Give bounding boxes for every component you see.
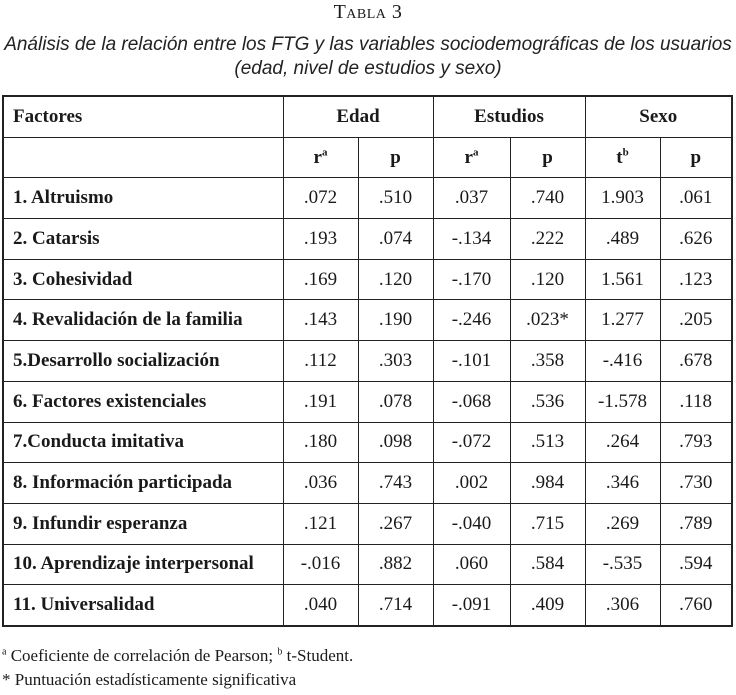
value-cell: .743 <box>358 463 433 504</box>
factor-cell: 7.Conducta imitativa <box>3 422 283 463</box>
value-cell: .193 <box>283 219 358 260</box>
table-row <box>3 341 732 382</box>
table-row <box>3 259 732 300</box>
value-cell: .793 <box>660 422 732 463</box>
table-row <box>3 422 732 463</box>
value-cell: .123 <box>660 259 732 300</box>
factor-cell: 6. Factores existenciales <box>3 381 283 422</box>
value-cell: .715 <box>510 503 585 544</box>
header-edad-r: $r^a$ <box>283 137 358 178</box>
factor-cell: 4. Revalidación de la familia <box>3 300 283 341</box>
value-cell: .264 <box>585 422 660 463</box>
value-cell: .036 <box>283 463 358 504</box>
value-cell: .205 <box>660 300 732 341</box>
value-cell: .074 <box>358 219 433 260</box>
value-cell: -.040 <box>433 503 510 544</box>
value-cell: .267 <box>358 503 433 544</box>
value-cell: .002 <box>433 463 510 504</box>
table-row <box>3 178 732 219</box>
table-row <box>3 463 732 504</box>
value-cell: .409 <box>510 585 585 626</box>
factor-cell: 8. Información participada <box>3 463 283 504</box>
value-cell: -1.578 <box>585 381 660 422</box>
value-cell: .169 <box>283 259 358 300</box>
header-edad-p: p <box>358 137 433 178</box>
value-cell: .594 <box>660 544 732 585</box>
value-cell: -.170 <box>433 259 510 300</box>
value-cell: .121 <box>283 503 358 544</box>
value-cell: .984 <box>510 463 585 504</box>
value-cell: .882 <box>358 544 433 585</box>
value-cell: -.416 <box>585 341 660 382</box>
factor-cell: 3. Cohesividad <box>3 259 283 300</box>
value-cell: .190 <box>358 300 433 341</box>
factor-cell: 10. Aprendizaje interpersonal <box>3 544 283 585</box>
value-cell: .143 <box>283 300 358 341</box>
value-cell: 1.277 <box>585 300 660 341</box>
table-row <box>3 219 732 260</box>
header-sub-row <box>3 137 732 178</box>
factor-cell: 5.Desarrollo socialización <box>3 341 283 382</box>
value-cell: .306 <box>585 585 660 626</box>
factor-cell: 2. Catarsis <box>3 219 283 260</box>
footnote-correlation: $^a$ Coeficiente de correlación de Pearson; $^b$ t-Student. <box>2 646 354 665</box>
table-notes <box>2 644 353 692</box>
value-cell: .489 <box>585 219 660 260</box>
value-cell: .358 <box>510 341 585 382</box>
value-cell: .037 <box>433 178 510 219</box>
value-cell: .740 <box>510 178 585 219</box>
value-cell: .510 <box>358 178 433 219</box>
value-cell: .072 <box>283 178 358 219</box>
value-cell: .513 <box>510 422 585 463</box>
header-group-row <box>3 96 732 137</box>
value-cell: .180 <box>283 422 358 463</box>
value-cell: .678 <box>660 341 732 382</box>
value-cell: .191 <box>283 381 358 422</box>
value-cell: 1.561 <box>585 259 660 300</box>
value-cell: .078 <box>358 381 433 422</box>
value-cell: -.068 <box>433 381 510 422</box>
value-cell: .112 <box>283 341 358 382</box>
value-cell: .730 <box>660 463 732 504</box>
table-caption: Análisis de la relación entre los FTG y las variables sociodemográficas de los usuarios (edad, nivel de estudios y sexo) <box>4 34 732 79</box>
value-cell: .040 <box>283 585 358 626</box>
header-estudios-p: p <box>510 137 585 178</box>
value-cell: .789 <box>660 503 732 544</box>
value-cell: .584 <box>510 544 585 585</box>
header-empty-cell <box>3 137 283 178</box>
value-cell: .060 <box>433 544 510 585</box>
value-cell: -.535 <box>585 544 660 585</box>
header-estudios-r: $r^a$ <box>433 137 510 178</box>
value-cell: .346 <box>585 463 660 504</box>
value-cell: .098 <box>358 422 433 463</box>
value-cell: .626 <box>660 219 732 260</box>
value-cell: -.016 <box>283 544 358 585</box>
value-cell: 1.903 <box>585 178 660 219</box>
footnote-significance: * Puntuación estadísticamente significativa <box>2 670 297 689</box>
value-cell: -.091 <box>433 585 510 626</box>
header-sexo: Sexo <box>585 96 732 137</box>
table-row <box>3 585 732 626</box>
value-cell: .536 <box>510 381 585 422</box>
value-cell: -.072 <box>433 422 510 463</box>
factor-cell: 9. Infundir esperanza <box>3 503 283 544</box>
table-row <box>3 300 732 341</box>
header-estudios: Estudios <box>433 96 585 137</box>
value-cell: .023* <box>510 300 585 341</box>
value-cell: .222 <box>510 219 585 260</box>
value-cell: .120 <box>358 259 433 300</box>
table-row <box>3 544 732 585</box>
value-cell: .120 <box>510 259 585 300</box>
factor-cell: 11. Universalidad <box>3 585 283 626</box>
factor-cell: 1. Altruismo <box>3 178 283 219</box>
value-cell: .269 <box>585 503 660 544</box>
table-label: Tabla 3 <box>333 1 403 23</box>
value-cell: .303 <box>358 341 433 382</box>
header-sexo-p: p <box>660 137 732 178</box>
value-cell: .714 <box>358 585 433 626</box>
results-table <box>2 95 733 627</box>
value-cell: .760 <box>660 585 732 626</box>
value-cell: -.246 <box>433 300 510 341</box>
value-cell: .061 <box>660 178 732 219</box>
value-cell: -.101 <box>433 341 510 382</box>
value-cell: -.134 <box>433 219 510 260</box>
table-row <box>3 381 732 422</box>
table-row <box>3 503 732 544</box>
header-factores: Factores <box>3 96 283 137</box>
header-edad: Edad <box>283 96 433 137</box>
value-cell: .118 <box>660 381 732 422</box>
header-sexo-t: $t^b$ <box>585 137 660 178</box>
